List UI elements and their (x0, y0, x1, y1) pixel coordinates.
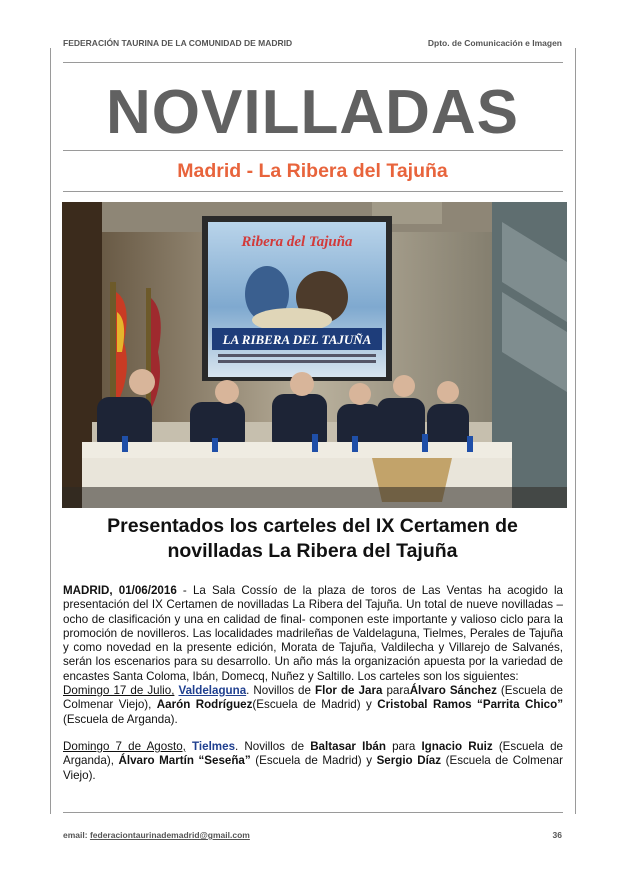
page-subtitle: Madrid - La Ribera del Tajuña (177, 160, 448, 182)
screen-banner-text: LA RIBERA DEL TAJUÑA (222, 332, 372, 347)
event-1-place: Valdelaguna (178, 684, 247, 698)
event-1-text-1: . Novillos de (246, 684, 316, 698)
article-intro-text: - La Sala Cossío de la plaza de toros de Las Ventas ha acogido la presentación del IX Certamen de novilladas La Ribera del Tajuña. Un total de nueve novilladas – ocho de clasificación y una en calidad de final- componen este importante y valioso ciclo para la promoción de novilleros. Las localidades madrileñas de Valdelaguna, Tielmes, Perales de Tajuña y como novedad en la presente edición, Morata de Tajuña, Valdilecha y Villarejo de Salvanés, serán los escenarios para su desarrollo. Un año más la organización apuesta por la variedad de encastes Santa Coloma, Ibán, Domecq, Nuñez y Saltillo. Los carteles son los siguientes: (63, 584, 563, 683)
subtitle-rule (63, 191, 563, 192)
event-1-text-4: (Escuela de Madrid) y (252, 698, 378, 712)
event-2-date: Domingo 7 de Agosto, (63, 739, 186, 753)
header-organization: FEDERACIÓN TAURINA DE LA COMUNIDAD DE MADRID (63, 38, 293, 48)
header-department: Dpto. de Comunicación e Imagen (427, 38, 562, 48)
event-2-text-3: (Escuela de Arganda), (63, 739, 563, 768)
event-2-text-4: (Escuela de Madrid) y (250, 754, 377, 768)
footer-contact (63, 830, 250, 840)
event-1-novillero-1: Álvaro Sánchez (409, 684, 497, 698)
press-conference-photo (62, 202, 567, 508)
article-dateline: MADRID, 01/06/2016 (63, 584, 177, 597)
screen-title-text: Ribera del Tajuña (241, 234, 353, 250)
event-1-novillero-3: Cristobal Ramos “Parrita Chico” (377, 698, 564, 712)
event-1-text-5: (Escuela de Arganda). (63, 712, 178, 726)
footer-email-link[interactable]: federaciontaurinademadrid@gmail.com (89, 830, 250, 840)
event-2-novillero-2: Álvaro Martín “Seseña” (118, 754, 251, 768)
event-2-place: Tielmes (192, 739, 236, 753)
page-number: 36 (552, 830, 562, 840)
title-rule (63, 150, 563, 151)
bottom-rule (63, 812, 563, 813)
event-2-text-1: . Novillos de (235, 739, 311, 753)
article-body (63, 584, 563, 783)
article-headline: Presentados los carteles del IX Certamen de novilladas La Ribera del Tajuña (107, 515, 518, 562)
event-1-novillero-2: Aarón Rodríguez (156, 698, 253, 712)
event-1-text-3: (Escuela de Colmenar Viejo), (63, 684, 563, 712)
event-2-breeder: Baltasar Ibán (310, 739, 386, 753)
page-title: NOVILLADAS (106, 78, 519, 147)
event-1-date: Domingo 17 de Julio, (63, 684, 175, 698)
event-1-breeder: Flor de Jara (315, 684, 383, 698)
event-paragraph-2 (63, 740, 563, 783)
event-2-text-2: para (385, 739, 422, 753)
event-1-text-2: para (382, 684, 410, 698)
event-2-text-5: (Escuela de Colmenar Viejo). (63, 754, 563, 782)
top-rule (63, 62, 563, 63)
event-paragraph-1 (63, 684, 563, 727)
event-2-novillero-3: Sergio Díaz (376, 754, 442, 768)
event-2-novillero-1: Ignacio Ruiz (421, 739, 493, 753)
paragraph-gap (63, 727, 563, 740)
footer-email-label: email: (63, 830, 90, 840)
article-intro-paragraph (63, 584, 563, 684)
